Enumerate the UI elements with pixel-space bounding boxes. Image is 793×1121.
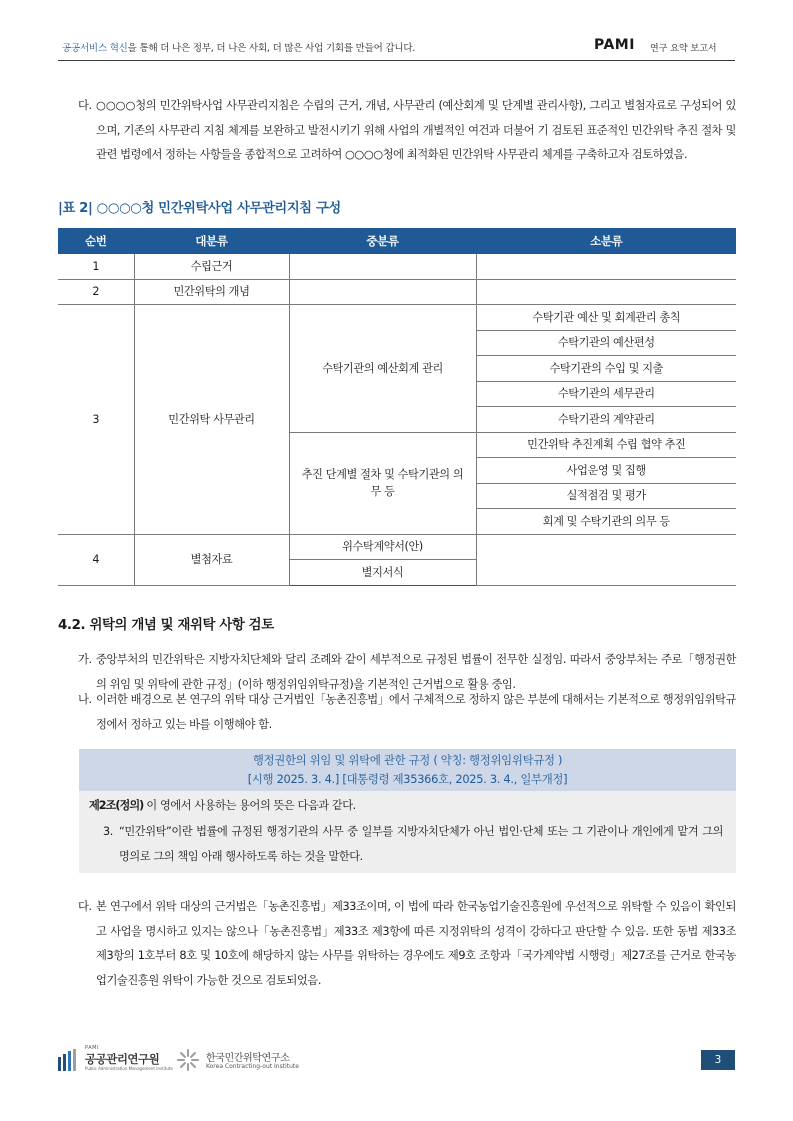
logo2-en: Korea Contracting-out Institute [206, 1063, 299, 1070]
paragraph-text: 이러한 배경으로 본 연구의 위탁 대상 근거법인「농촌진흥법」에서 구체적으로 정하지 않은 부분에 대해서는 기본적으로 행정위임위탁규정에서 정하고 있는 바를 이행해야 함. [96, 693, 736, 731]
cell-mid: 수탁기관의 예산회계 관리 [289, 305, 476, 433]
logo1-name: 공공관리연구원 [85, 1052, 160, 1066]
cell-minor [476, 534, 736, 585]
item-number: 3. [103, 825, 113, 838]
cell-minor: 수탁기관의 세무관리 [476, 381, 736, 407]
table-row [58, 254, 736, 280]
cell-minor: 실적점검 및 평가 [476, 483, 736, 509]
cell-minor [476, 279, 736, 305]
header-mid: 중분류 [289, 229, 476, 254]
tagline-highlight: 공공서비스 혁신 [62, 43, 128, 54]
cell-no: 3 [58, 305, 134, 535]
cell-minor: 수탁기관의 계약관리 [476, 407, 736, 433]
cell-minor [476, 254, 736, 280]
header-tagline [62, 40, 415, 54]
paragraph-text: 본 연구에서 위탁 대상의 근거법은「농촌진흥법」제33조이며, 이 법에 따라 한국농업기술진흥원에 우선적으로 위탁할 수 있음이 확인되고 사업을 명시하고 있지는 않으나「농촌진흥법」제33조 제3항에 따른 지정위탁의 성격이 강하다고 판단할 수 있음. 또한 동법 제33조 제3항의 1호부터 8호 및 10호에 해당하지 않는 사무를 위탁하는 경우에도 제9호 조항과「국가계약법 시행령」제27조를 근거로 한국농업기술진흥원 위탁이 가능한 것으로 검토되었음. [96, 900, 736, 987]
paragraph-na [78, 688, 736, 737]
cell-mid [289, 254, 476, 280]
paragraph-da-intro [78, 94, 736, 168]
structure-table [58, 228, 736, 586]
table-row [58, 279, 736, 305]
law-subtitle: [시행 2025. 3. 4.] [대통령령 제35366호, 2025. 3. 4., 일부개정] [247, 772, 568, 786]
header-major: 대분류 [134, 229, 289, 254]
star-logo-icon [176, 1048, 200, 1072]
law-box-body [79, 791, 736, 873]
list-marker: 다. [78, 900, 92, 913]
law-excerpt-box [79, 749, 736, 873]
logo2-name: 한국민간위탁연구소 [206, 1053, 290, 1064]
cell-no: 4 [58, 534, 134, 585]
table-row [58, 305, 736, 331]
cell-major: 민간위탁의 개념 [134, 279, 289, 305]
page-footer [58, 1043, 735, 1073]
law-title: 행정권한의 위임 및 위탁에 관한 규정 ( 약칭: 행정위임위탁규정 ) [252, 753, 563, 767]
article-text: 이 영에서 사용하는 용어의 뜻은 다음과 같다. [143, 799, 356, 812]
list-marker: 가. [78, 653, 92, 666]
paragraph-da [78, 895, 736, 993]
cell-mid: 별지서식 [289, 560, 476, 586]
cell-minor: 수탁기관의 수입 및 지출 [476, 356, 736, 382]
cell-mid: 위수탁계약서(안) [289, 534, 476, 560]
cell-minor: 수탁기관의 예산편성 [476, 330, 736, 356]
list-marker: 다. [78, 99, 92, 112]
header-minor: 소분류 [476, 229, 736, 254]
cell-minor: 수탁기관 예산 및 회계관리 총칙 [476, 305, 736, 331]
page-number: 3 [701, 1050, 735, 1070]
cell-no: 1 [58, 254, 134, 280]
law-box-header [79, 749, 736, 791]
logo1-en: Public Administration Management Institute [85, 1066, 173, 1071]
section-heading: 4.2. 위탁의 개념 및 재위탁 사항 검토 [58, 618, 274, 633]
paragraph-text: ○○○○청의 민간위탁사업 사무관리지침은 수립의 근거, 개념, 사무관리 (예산회계 및 단계별 관리사항), 그리고 별첨자료로 구성되어 있으며, 기존의 사무관리 지침 체계를 보완하고 발전시키기 위해 사업의 개별적인 여건과 더불어 기 검토된 표준적인 민간위탁 추진 절차 및 관련 법령에서 정하는 사항들을 종합적으로 고려하여 ○○○○청에 최적화된 민간위탁 사무관리 체계를 구축하고자 검토하였음. [96, 99, 736, 161]
cell-mid: 추진 단계별 절차 및 수탁기관의 의무 등 [289, 432, 476, 534]
law-article [89, 797, 356, 813]
article-label: 제2조(정의) [89, 799, 144, 812]
list-marker: 나. [78, 693, 92, 706]
header-no: 순번 [58, 229, 134, 254]
header-report-type: 연구 요약 보고서 [650, 44, 717, 54]
cell-mid [289, 279, 476, 305]
logo1-small: PAMI [85, 1045, 99, 1051]
cell-minor: 민간위탁 추진계획 수립 협약 추진 [476, 432, 736, 458]
tagline-rest: 을 통해 더 나은 정부, 더 나은 사회, 더 많은 사업 기회를 만들어 갑니다. [127, 43, 416, 54]
cell-major: 수립근거 [134, 254, 289, 280]
cell-minor: 사업운영 및 집행 [476, 458, 736, 484]
cell-minor: 회계 및 수탁기관의 의무 등 [476, 509, 736, 535]
table-title: |표 2| ○○○○청 민간위탁사업 사무관리지침 구성 [58, 201, 341, 216]
header-brand: PAMI [594, 37, 635, 53]
page-header [58, 36, 735, 61]
cell-major: 별첨자료 [134, 534, 289, 585]
item-text: “민간위탁”이란 법률에 규정된 행정기관의 사무 중 일부를 지방자치단체가 아닌 법인·단체 또는 그 기관이나 개인에게 맡겨 그의 명의로 그의 책임 아래 행사하도록 하는 것을 말한다. [119, 825, 723, 863]
cell-major: 민간위탁 사무관리 [134, 305, 289, 535]
table-header-row [58, 229, 736, 254]
paragraph-text: 중앙부처의 민간위탁은 지방자치단체와 달리 조례와 같이 세부적으로 규정된 법률이 전무한 실정임. 따라서 중앙부처는 주로「행정권한의 위임 및 위탁에 관한 규정」(이하 행정위임위탁규정)을 기본적인 근거법으로 활용 중임. [96, 653, 736, 691]
bar-logo-icon [58, 1049, 80, 1071]
law-item [103, 819, 723, 869]
table-row [58, 534, 736, 560]
cell-no: 2 [58, 279, 134, 305]
